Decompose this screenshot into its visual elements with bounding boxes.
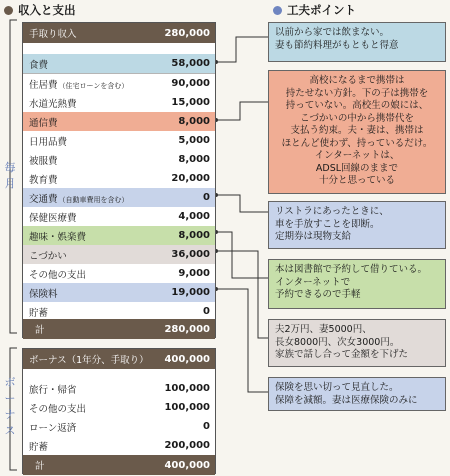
note-food — [268, 22, 446, 62]
row-label: 通信費 — [29, 117, 58, 129]
note-line: 持っていない。高校生の娘には、 — [285, 100, 429, 111]
expense-row-clothing — [23, 150, 215, 170]
row-amount: 36,000 — [171, 249, 210, 260]
row-amount: 400,000 — [164, 353, 210, 365]
income-expense-title: 収入と支出 — [18, 3, 76, 17]
note-line: 支払う約束。夫・妻は、携帯は — [290, 125, 424, 136]
row-amount: 0 — [203, 421, 210, 432]
note-line: 本は図書館で予約して借りている。 — [275, 264, 428, 275]
row-label: ローン返済 — [29, 422, 77, 434]
row-amount: 58,000 — [171, 58, 210, 69]
row-amount: 280,000 — [164, 323, 210, 335]
note-line: こづかいの中から携帯代を — [300, 112, 414, 124]
row-label: 計 — [35, 461, 45, 472]
note-line: 十分と思っている — [318, 175, 395, 186]
row-label: 被服費 — [29, 155, 58, 167]
expense-row-food — [23, 54, 215, 74]
note-line: インターネットは、 — [314, 150, 400, 161]
note-line: 保障を減額。妻は医療保険のみに — [275, 394, 418, 406]
row-label: 保健医療費 — [29, 212, 77, 224]
row-amount: 20,000 — [171, 173, 210, 184]
note-line: 保険を思い切って見直した。 — [275, 382, 399, 393]
row-label: 手取り収入 — [29, 29, 77, 40]
note-line: インターネットで — [275, 276, 351, 288]
row-amount: 9,000 — [178, 268, 210, 279]
note-line: 家族で話し合って金額を下げた — [275, 349, 409, 360]
note-line: 妻も節約料理がもともと得意 — [275, 39, 399, 51]
monthly-section-label — [4, 160, 16, 192]
row-label: その他の支出 — [29, 403, 87, 415]
row-amount: 0 — [203, 192, 210, 203]
note-communication — [268, 70, 446, 194]
note-line: 予約できるので手軽 — [275, 289, 361, 300]
note-line: リストラにあったときに、 — [275, 206, 389, 217]
row-amount: 100,000 — [164, 402, 210, 413]
expense-row-other — [23, 264, 215, 284]
bonus-row-travel — [23, 379, 215, 399]
row-label: その他の支出 — [29, 269, 87, 281]
row-amount: 8,000 — [178, 116, 210, 127]
row-amount: 400,000 — [164, 459, 210, 471]
row-label: 計 — [35, 325, 45, 336]
monthly-label-text: 毎月 — [4, 161, 16, 190]
row-sublabel: （自動車費用を含む） — [58, 195, 129, 204]
note-pocket-money — [268, 319, 446, 367]
row-label: 趣味・娯楽費 — [29, 231, 87, 243]
bonus-total-row — [23, 455, 215, 475]
row-label: 日用品費 — [29, 136, 68, 148]
row-label: 旅行・帰省 — [29, 384, 77, 396]
row-label: こづかい — [29, 250, 67, 262]
row-amount: 5,000 — [178, 135, 210, 146]
row-sublabel: （住宅ローンを含む） — [58, 81, 129, 90]
monthly-table — [22, 22, 216, 338]
row-amount: 15,000 — [171, 97, 210, 108]
row-label: 保険料 — [29, 288, 58, 300]
row-label: 食費 — [29, 59, 49, 71]
bonus-row-other — [23, 398, 215, 418]
row-amount: 8,000 — [178, 230, 210, 241]
row-label: 住居費 — [29, 79, 58, 91]
expense-row-housing — [23, 74, 215, 94]
bonus-section-label — [4, 375, 16, 439]
row-amount: 0 — [203, 306, 210, 317]
bonus-table — [22, 348, 216, 474]
expense-row-insurance — [23, 283, 215, 303]
row-amount: 19,000 — [171, 287, 210, 298]
monthly-income-row — [23, 23, 215, 43]
note-line: 長女8000円、次女3000円。 — [275, 336, 400, 348]
note-line: 以前から家では飲まない。 — [275, 27, 390, 38]
row-amount: 100,000 — [164, 383, 210, 394]
expense-row-communication — [23, 112, 215, 132]
row-label: 交通費 — [29, 193, 58, 205]
note-hobby — [268, 259, 446, 309]
row-label: 水道光熱費 — [29, 98, 77, 110]
bonus-label-text: ボーナス — [4, 376, 16, 437]
row-label: 貯蓄 — [29, 307, 49, 319]
row-label: ボーナス（1年分、手取り） — [29, 355, 149, 366]
row-label: 教育費 — [29, 174, 58, 186]
expense-row-pocket-money — [23, 245, 215, 265]
note-line: ほとんど使わず、持っているだけ。 — [281, 137, 433, 149]
expense-row-daily-goods — [23, 131, 215, 151]
note-line: 夫2万円、妻5000円、 — [275, 324, 372, 335]
note-line: 車を手放すことを即断。 — [275, 218, 380, 230]
row-amount: 8,000 — [178, 154, 210, 165]
note-line: 定期券は現物支給 — [275, 231, 352, 242]
row-amount: 280,000 — [164, 27, 210, 39]
note-line: ADSL回線のままで — [315, 162, 399, 174]
note-transport — [268, 201, 446, 249]
note-line: 高校になるまで携帯は — [309, 75, 405, 86]
row-amount: 4,000 — [178, 211, 210, 222]
row-amount: 200,000 — [164, 440, 210, 451]
note-line: 持たせない方針。下の子は携帯を — [285, 87, 429, 99]
bonus-income-row — [23, 349, 215, 369]
monthly-total-row — [23, 319, 215, 339]
expense-row-medical — [23, 207, 215, 227]
expense-row-transport — [23, 188, 215, 208]
expense-row-hobby — [23, 226, 215, 246]
expense-row-utilities — [23, 93, 215, 113]
tips-title: 工夫ポイント — [287, 3, 356, 17]
row-amount: 90,000 — [171, 78, 210, 89]
note-insurance — [268, 377, 446, 411]
expense-row-education — [23, 169, 215, 189]
bonus-row-savings — [23, 436, 215, 456]
bonus-row-loan — [23, 417, 215, 437]
row-label: 貯蓄 — [29, 441, 49, 453]
